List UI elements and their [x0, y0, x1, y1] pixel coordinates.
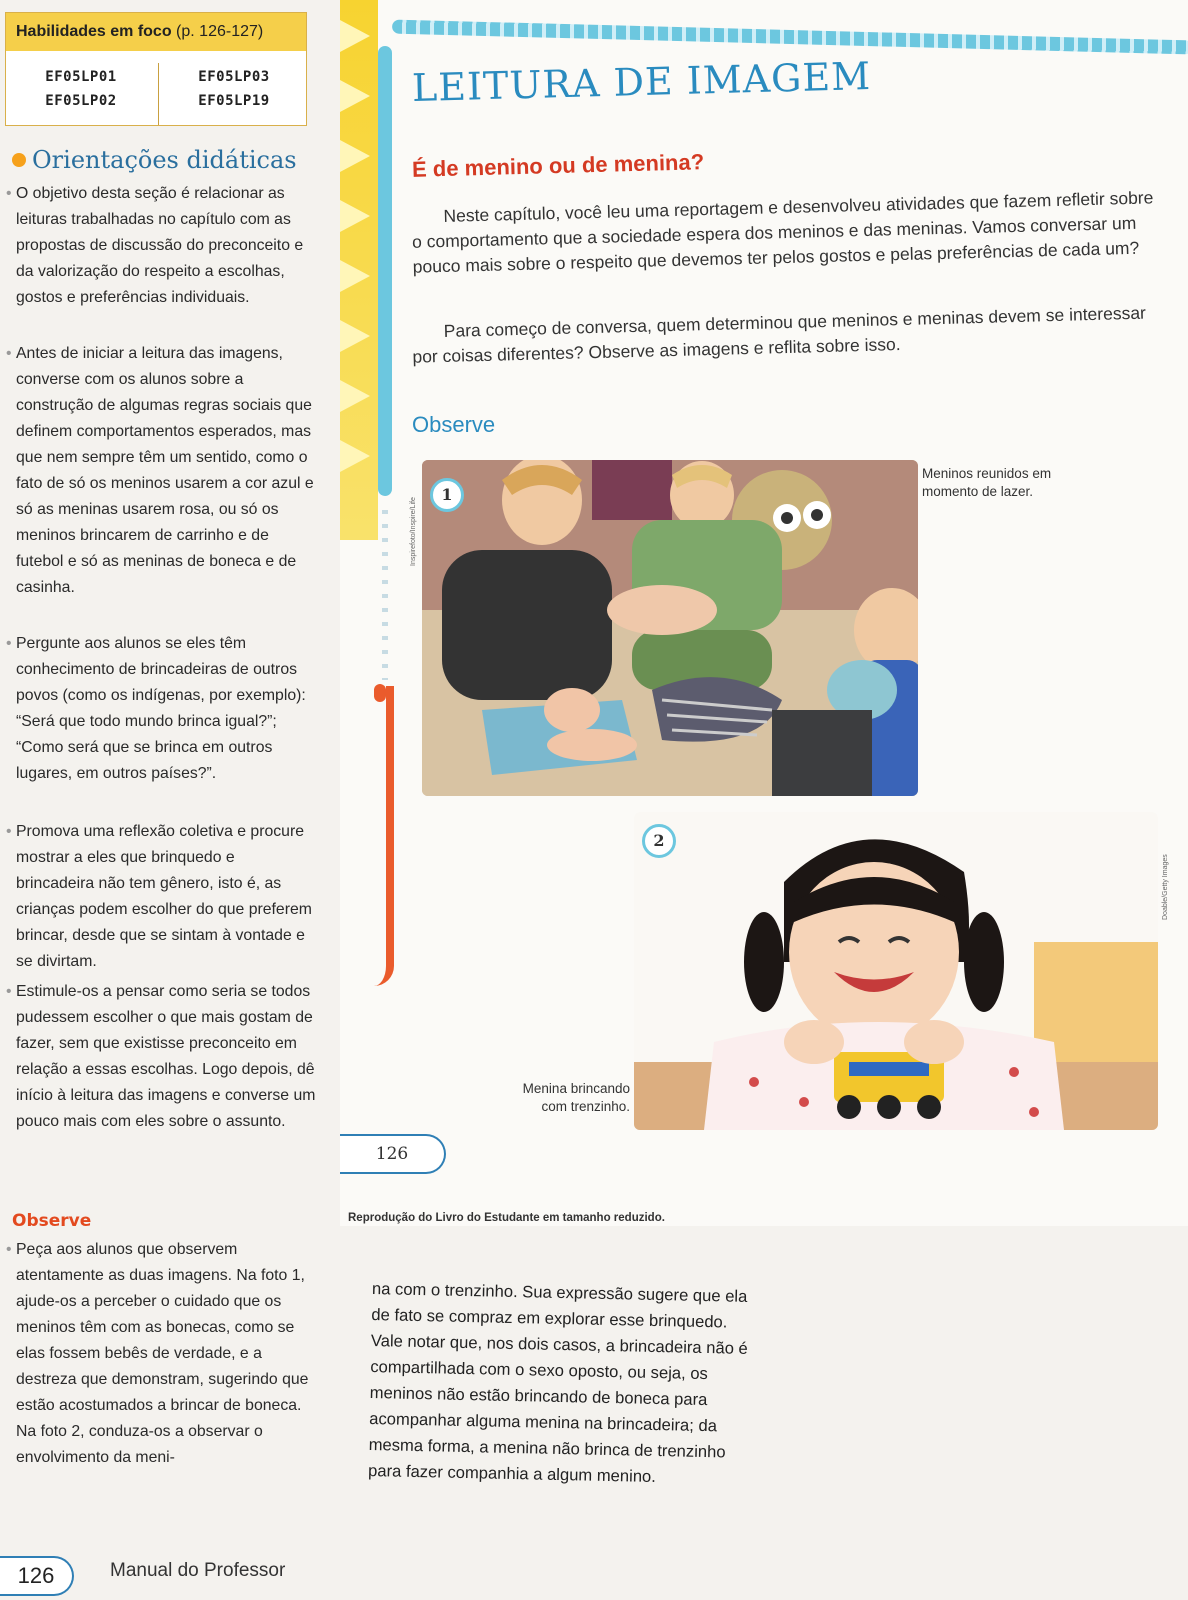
orientacoes-title: Orientações didáticas	[32, 146, 297, 174]
skills-header	[6, 13, 306, 51]
skills-box	[5, 12, 307, 126]
page-number: 126	[0, 1556, 74, 1596]
bullet-paragraph	[6, 631, 316, 787]
photo-girl-train	[634, 812, 1158, 1130]
bullet-text: Estimule-os a pensar como seria se todos pudessem escolher o que mais gostam de fazer, sem que existisse preconceito em relação a essas escolhas. Logo depois, dê início à leitura das imagens e converse um pouco mais com eles sobre o assunto.	[16, 983, 316, 1130]
manual-label: Manual do Professor	[110, 1560, 286, 1581]
bullet-dot-icon: •	[6, 185, 12, 202]
observe-heading: Observe	[12, 1211, 92, 1231]
bullet-text: Antes de iniciar a leitura das imagens, converse com os alunos sobre a construção de algumas regras sociais que definem comportamentos esperados, mas que nem sempre têm um sentido, como o fato de só os meninos usarem a cor azul e só as meninas usarem rosa, ou só os meninos brincarem de carrinho e de futebol e só as meninas de boneca e de casinha.	[16, 345, 314, 596]
observe-paragraph	[6, 1237, 316, 1471]
red-side-curve	[370, 686, 394, 986]
bullet-dot-icon: •	[6, 1241, 12, 1258]
intro-paragraph: Neste capítulo, você leu uma reportagem e desenvolveu atividades que fazem refletir sobre o comportamento que a sociedade espera dos meninos e das meninas. Vamos conversar um pouco mais sobre o respeito que devemos ter pelos gostos e pelas preferências de cada um?	[411, 187, 1154, 277]
teacher-column	[0, 0, 335, 1600]
blue-side-bar	[378, 46, 392, 496]
skills-pages: (p. 126-127)	[176, 23, 264, 40]
section-title-orientacoes	[12, 146, 297, 174]
photo2-caption: Menina brincando com trenzinho.	[522, 1081, 630, 1114]
bullet-dot-icon: •	[6, 635, 12, 652]
skill-code: EF05LP03	[198, 69, 270, 85]
skills-title: Habilidades em foco	[16, 23, 172, 40]
photo-number-badge: 1	[430, 478, 464, 512]
skill-code: EF05LP01	[45, 69, 117, 85]
student-book-page	[340, 0, 1188, 1226]
section-subtitle: É de menino ou de menina?	[411, 149, 705, 182]
observe-text: Peça aos alunos que observem atentamente as duas imagens. Na foto 1, ajude-os a perceber o cuidado que os meninos têm com as bonecas, como se elas fossem bebês de verdade, e a destreza que demonstram, sugerindo que estão acostumados a brincar de boneca. Na foto 2, conduza-os a observar o envolvimento da meni-	[16, 1241, 309, 1466]
bullet-paragraph	[6, 979, 316, 1135]
dotted-line	[382, 510, 388, 680]
bullet-dot-icon: •	[6, 823, 12, 840]
boys-illustration	[422, 460, 918, 796]
bullet-dot-icon: •	[6, 345, 12, 362]
manual-footer	[0, 1546, 340, 1600]
photo-boys-playing	[422, 460, 918, 796]
bullet-icon	[12, 153, 26, 167]
question-paragraph: Para começo de conversa, quem determinou que meninos e meninas devem se interessar por coisas diferentes? Observe as imagens e reflita sobre isso.	[412, 302, 1147, 367]
photo-credit: Inspirefoto/Inspire/Life	[410, 497, 417, 566]
photo-number-badge: 2	[642, 824, 676, 858]
book-page-number: 126	[340, 1134, 446, 1174]
bullet-paragraph	[6, 819, 316, 975]
photo1-caption: Meninos reunidos em momento de lazer.	[922, 466, 1052, 499]
bullet-text: O objetivo desta seção é relacionar as leituras trabalhadas no capítulo com as propostas de discussão do preconceito e da valorização do respeito a escolhas, gostos e preferências individuais.	[16, 185, 304, 306]
observe-subheading: Observe	[412, 412, 496, 437]
section-title: LEITURA DE IMAGEM	[411, 53, 872, 111]
bullet-dot-icon: •	[6, 983, 12, 1000]
skill-code: EF05LP19	[198, 93, 270, 109]
reproduction-note: Reprodução do Livro do Estudante em tamanho reduzido.	[348, 1212, 665, 1224]
continuation-paragraph: na com o trenzinho. Sua expressão sugere que ela de fato se compraz em explorar esse brinquedo. Vale notar que, nos dois casos, a brincadeira não é compartilhada com o sexo oposto, ou seja, os meninos não estão brincando de boneca para acompanhar alguma menina na brincadeira; da mesma forma, a menina não brinca de trenzinho para fazer companhia a algum menino.	[367, 1279, 748, 1487]
bullet-paragraph	[6, 181, 316, 311]
skill-code: EF05LP02	[45, 93, 117, 109]
bullet-text: Pergunte aos alunos se eles têm conhecimento de brincadeiras de outros povos (como os indígenas, por exemplo): “Será que todo mundo brinca igual?”; “Como será que se brinca em outros lugares, em outros países?”.	[16, 635, 306, 782]
girl-illustration	[634, 812, 1158, 1130]
yellow-decor-strip	[340, 0, 378, 540]
photo-credit: Doable/Getty Images	[1162, 854, 1169, 920]
blue-dotted-border	[392, 20, 1188, 55]
skills-grid	[6, 63, 306, 125]
bullet-text: Promova uma reflexão coletiva e procure mostrar a eles que brinquedo e brincadeira não tem gênero, isto é, as crianças podem escolher do que preferem brincar, desde que se sintam à vontade e se divirtam.	[16, 823, 312, 970]
bullet-paragraph	[6, 341, 316, 601]
